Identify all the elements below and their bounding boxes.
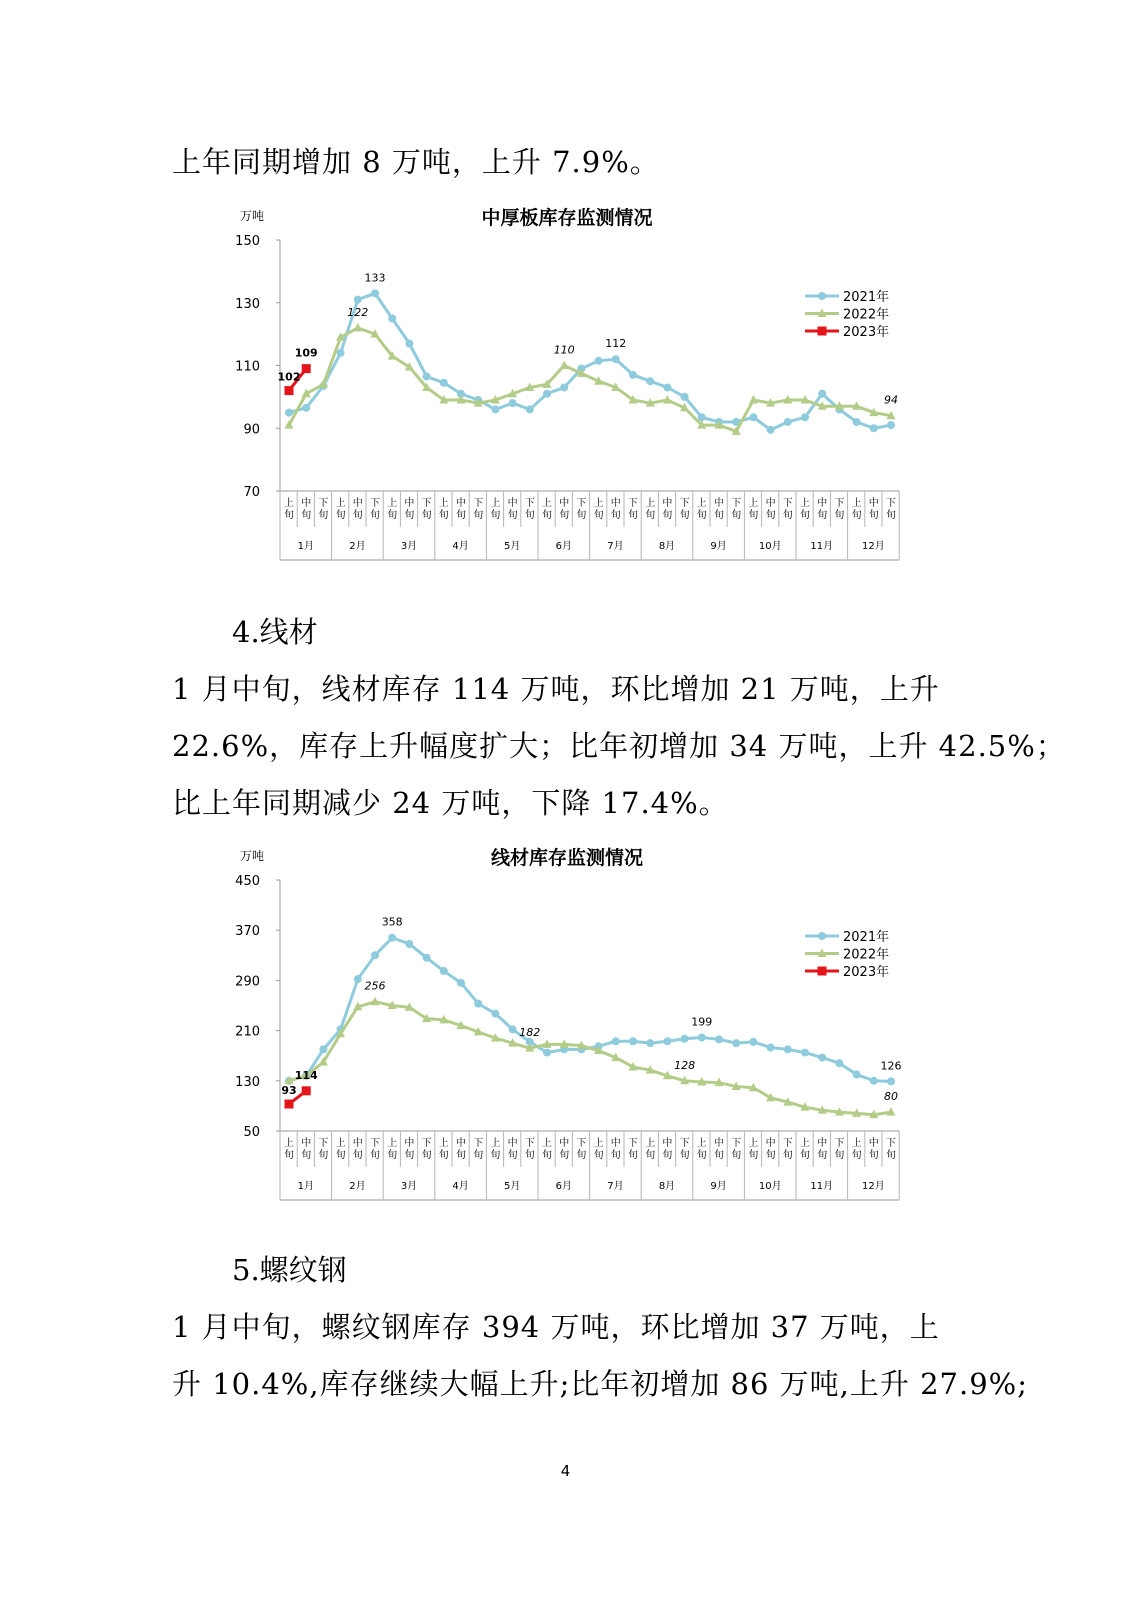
data-label: 358 xyxy=(381,915,403,929)
x-tick-label: 上旬 xyxy=(593,498,604,521)
x-tick-label: 上旬 xyxy=(542,498,552,521)
x-tick-label: 上旬 xyxy=(387,1138,398,1161)
x-tick-label: 下旬 xyxy=(473,1138,484,1161)
x-tick-label: 上旬 xyxy=(335,1138,346,1161)
data-point xyxy=(749,1038,757,1046)
month-label: 11月 xyxy=(810,541,834,552)
data-point xyxy=(543,1049,551,1057)
chart-title: 中厚板库存监测情况 xyxy=(481,207,653,229)
legend-entry: 2023年 xyxy=(843,965,890,980)
x-tick-label: 上旬 xyxy=(284,498,294,521)
month-label: 5月 xyxy=(504,541,521,552)
data-point xyxy=(302,1086,311,1095)
month-label: 7月 xyxy=(607,1181,624,1192)
x-tick-label: 上旬 xyxy=(542,1138,552,1161)
month-label: 2月 xyxy=(349,541,366,552)
series-line-1 xyxy=(289,1002,891,1115)
x-tick-label: 中旬 xyxy=(456,498,466,521)
y-tick-label: 150 xyxy=(235,234,260,249)
x-tick-label: 中旬 xyxy=(559,498,570,521)
x-tick-label: 中旬 xyxy=(765,1138,776,1161)
data-point xyxy=(560,383,568,391)
data-point xyxy=(853,418,861,426)
x-tick-label: 中旬 xyxy=(662,1138,673,1161)
x-tick-label: 中旬 xyxy=(817,498,828,521)
y-tick-label: 290 xyxy=(235,974,260,990)
data-point xyxy=(646,377,654,385)
month-label: 8月 xyxy=(658,1181,676,1192)
data-point xyxy=(423,954,431,962)
x-tick-label: 上旬 xyxy=(645,1138,656,1161)
plate-inventory-chart xyxy=(0,200,1131,574)
x-tick-label: 上旬 xyxy=(438,498,449,521)
month-label: 3月 xyxy=(400,1181,418,1192)
x-tick-label: 下旬 xyxy=(628,1138,638,1161)
y-tick-label: 130 xyxy=(235,1074,260,1090)
data-point xyxy=(491,405,499,413)
data-point xyxy=(853,1071,861,1079)
data-point xyxy=(887,1077,895,1085)
data-point xyxy=(285,409,293,417)
month-label: 6月 xyxy=(555,1181,572,1192)
data-point xyxy=(285,1100,294,1109)
data-point xyxy=(440,967,448,975)
legend-marker xyxy=(818,292,826,300)
month-label: 11月 xyxy=(810,1181,834,1192)
x-tick-label: 上旬 xyxy=(748,498,759,521)
month-label: 1月 xyxy=(297,541,314,552)
data-point xyxy=(818,390,826,398)
y-tick-label: 70 xyxy=(243,485,260,500)
x-tick-label: 下旬 xyxy=(679,498,690,521)
x-tick-label: 中旬 xyxy=(404,498,415,521)
month-label: 10月 xyxy=(758,1181,782,1192)
month-label: 4月 xyxy=(452,541,469,552)
x-tick-label: 上旬 xyxy=(438,1138,449,1161)
x-tick-label: 下旬 xyxy=(576,498,587,521)
x-tick-label: 下旬 xyxy=(318,1138,329,1161)
section-5-heading: 5.螺纹钢 xyxy=(232,1253,347,1287)
x-tick-label: 上旬 xyxy=(284,1138,294,1161)
x-tick-label: 中旬 xyxy=(714,498,724,521)
data-point xyxy=(371,951,379,959)
x-tick-label: 下旬 xyxy=(524,1138,535,1161)
y-axis-unit-label: 万吨 xyxy=(240,209,265,223)
x-tick-label: 中旬 xyxy=(456,1138,466,1161)
x-tick-label: 中旬 xyxy=(352,1138,363,1161)
month-label: 10月 xyxy=(758,541,782,552)
month-label: 3月 xyxy=(400,541,418,552)
legend-entry: 2022年 xyxy=(843,947,890,963)
section-4-line-3: 比上年同期减少 24 万吨，下降 17.4%。 xyxy=(172,786,729,820)
data-point xyxy=(509,1025,517,1033)
data-point xyxy=(870,424,878,432)
x-tick-label: 下旬 xyxy=(886,1138,896,1161)
section-5-line-1: 1 月中旬，螺纹钢库存 394 万吨，环比增加 37 万吨，上 xyxy=(172,1310,940,1344)
y-axis-unit-label: 万吨 xyxy=(240,849,265,863)
x-tick-label: 下旬 xyxy=(318,498,329,521)
data-label: 109 xyxy=(294,346,318,360)
x-tick-label: 下旬 xyxy=(731,498,742,521)
data-label: 112 xyxy=(605,337,627,351)
data-label: 80 xyxy=(884,1090,898,1104)
intro-paragraph-line: 上年同期增加 8 万吨，上升 7.9%。 xyxy=(172,145,660,179)
month-label: 12月 xyxy=(862,541,885,552)
x-tick-label: 中旬 xyxy=(714,1138,724,1161)
x-tick-label: 上旬 xyxy=(851,498,862,521)
data-point xyxy=(595,357,603,365)
x-tick-label: 下旬 xyxy=(576,1138,587,1161)
month-label: 9月 xyxy=(710,1181,727,1192)
x-tick-label: 下旬 xyxy=(834,498,845,521)
x-tick-label: 下旬 xyxy=(679,1138,690,1161)
data-point xyxy=(801,1049,809,1057)
x-tick-label: 下旬 xyxy=(473,498,484,521)
data-point xyxy=(698,413,706,421)
x-tick-label: 上旬 xyxy=(593,1138,604,1161)
y-tick-label: 370 xyxy=(235,924,260,940)
y-tick-label: 210 xyxy=(235,1024,260,1040)
x-tick-label: 上旬 xyxy=(335,498,346,521)
data-label: 199 xyxy=(691,1015,713,1029)
data-point xyxy=(835,1059,843,1067)
y-tick-label: 110 xyxy=(235,359,260,375)
x-tick-label: 下旬 xyxy=(886,498,896,521)
x-tick-label: 中旬 xyxy=(507,498,518,521)
data-point xyxy=(784,418,792,426)
data-point xyxy=(629,371,637,379)
x-tick-label: 下旬 xyxy=(370,498,380,521)
wire-rod-inventory-chart xyxy=(0,840,1131,1214)
x-tick-label: 上旬 xyxy=(800,1138,810,1161)
x-tick-label: 上旬 xyxy=(748,1138,759,1161)
x-tick-label: 上旬 xyxy=(696,1138,707,1161)
x-tick-label: 中旬 xyxy=(301,498,312,521)
data-point xyxy=(749,413,757,421)
data-point xyxy=(302,404,310,412)
x-tick-label: 下旬 xyxy=(834,1138,845,1161)
legend-entry: 2021年 xyxy=(843,930,890,945)
data-point xyxy=(887,421,895,429)
month-label: 1月 xyxy=(297,1181,314,1192)
x-tick-label: 中旬 xyxy=(765,498,776,521)
month-label: 12月 xyxy=(862,1181,885,1192)
data-point xyxy=(767,426,775,434)
data-point xyxy=(818,1054,826,1062)
data-point xyxy=(491,1010,499,1018)
data-point xyxy=(732,1039,740,1047)
data-point xyxy=(405,340,413,348)
section-4-line-2: 22.6%，库存上升幅度扩大；比年初增加 34 万吨，上升 42.5%； xyxy=(172,729,1066,763)
legend-entry: 2023年 xyxy=(843,325,890,340)
wire-rod-inventory-chart-svg xyxy=(0,840,1131,1210)
x-tick-label: 下旬 xyxy=(421,1138,432,1161)
x-tick-label: 下旬 xyxy=(524,498,535,521)
data-label: 256 xyxy=(364,979,386,993)
x-tick-label: 上旬 xyxy=(387,498,398,521)
x-tick-label: 中旬 xyxy=(507,1138,518,1161)
data-point xyxy=(405,940,413,948)
data-label: 114 xyxy=(294,1068,318,1082)
data-point xyxy=(698,1034,706,1042)
data-point xyxy=(440,379,448,387)
month-label: 8月 xyxy=(658,541,676,552)
x-tick-label: 上旬 xyxy=(851,1138,862,1161)
data-point xyxy=(646,1039,654,1047)
x-tick-label: 下旬 xyxy=(731,1138,742,1161)
data-point xyxy=(285,386,294,395)
data-label: 93 xyxy=(281,1084,297,1098)
y-tick-label: 90 xyxy=(243,422,260,438)
data-point xyxy=(715,1035,723,1043)
legend-marker xyxy=(818,327,827,336)
month-label: 5月 xyxy=(504,1181,521,1192)
y-tick-label: 450 xyxy=(235,874,260,889)
data-label: 133 xyxy=(364,271,386,285)
data-point xyxy=(526,405,534,413)
month-label: 2月 xyxy=(349,1181,366,1192)
data-label: 110 xyxy=(553,343,575,357)
x-tick-label: 下旬 xyxy=(370,1138,380,1161)
x-tick-label: 中旬 xyxy=(301,1138,312,1161)
legend-marker xyxy=(818,932,826,940)
month-label: 4月 xyxy=(452,1181,469,1192)
data-point xyxy=(423,372,431,380)
section-4-heading: 4.线材 xyxy=(232,615,318,649)
data-point xyxy=(663,383,671,391)
data-point xyxy=(457,979,465,987)
x-tick-label: 下旬 xyxy=(782,1138,793,1161)
data-point xyxy=(681,393,689,401)
data-label: 102 xyxy=(277,370,301,384)
x-tick-label: 中旬 xyxy=(559,1138,570,1161)
data-point xyxy=(319,1045,327,1053)
y-tick-label: 130 xyxy=(235,296,260,312)
series-line-0 xyxy=(289,293,891,429)
x-tick-label: 中旬 xyxy=(404,1138,415,1161)
y-tick-label: 50 xyxy=(243,1125,260,1140)
data-point xyxy=(870,1077,878,1085)
x-tick-label: 下旬 xyxy=(782,498,793,521)
data-label: 126 xyxy=(880,1059,902,1073)
data-point xyxy=(353,323,362,332)
data-point xyxy=(681,1035,689,1043)
series-line-0 xyxy=(289,938,891,1082)
data-label: 128 xyxy=(674,1058,696,1072)
x-tick-label: 中旬 xyxy=(662,498,673,521)
data-point xyxy=(663,1037,671,1045)
x-tick-label: 上旬 xyxy=(696,498,707,521)
legend-entry: 2022年 xyxy=(843,307,890,323)
series-line-1 xyxy=(289,328,891,432)
x-tick-label: 上旬 xyxy=(800,498,810,521)
x-tick-label: 中旬 xyxy=(868,498,879,521)
x-tick-label: 上旬 xyxy=(490,498,501,521)
data-point xyxy=(629,1037,637,1045)
data-point xyxy=(371,289,379,297)
data-point xyxy=(543,390,551,398)
x-tick-label: 中旬 xyxy=(610,498,621,521)
data-point xyxy=(388,314,396,322)
section-5-line-2: 升 10.4%,库存继续大幅上升;比年初增加 86 万吨,上升 27.9%; xyxy=(172,1367,1029,1401)
data-point xyxy=(474,1000,482,1008)
data-label: 94 xyxy=(884,393,898,407)
x-tick-label: 下旬 xyxy=(421,498,432,521)
month-label: 6月 xyxy=(555,541,572,552)
data-point xyxy=(337,349,345,357)
data-point xyxy=(612,1037,620,1045)
data-point xyxy=(612,355,620,363)
data-point xyxy=(784,1045,792,1053)
x-tick-label: 中旬 xyxy=(868,1138,879,1161)
data-label: 122 xyxy=(347,305,369,319)
month-label: 9月 xyxy=(710,541,727,552)
data-point xyxy=(388,934,396,942)
x-tick-label: 下旬 xyxy=(628,498,638,521)
data-point xyxy=(302,364,311,373)
chart-title: 线材库存监测情况 xyxy=(490,847,644,869)
plate-inventory-chart-svg xyxy=(0,200,1131,570)
data-point xyxy=(354,296,362,304)
data-point xyxy=(801,413,809,421)
legend-marker xyxy=(818,967,827,976)
data-point xyxy=(767,1044,775,1052)
data-point xyxy=(354,975,362,983)
x-tick-label: 上旬 xyxy=(645,498,656,521)
x-tick-label: 上旬 xyxy=(490,1138,501,1161)
page-number: 4 xyxy=(560,1462,571,1480)
x-tick-label: 中旬 xyxy=(610,1138,621,1161)
legend-entry: 2021年 xyxy=(843,290,890,305)
section-4-line-1: 1 月中旬，线材库存 114 万吨，环比增加 21 万吨，上升 xyxy=(172,672,940,706)
month-label: 7月 xyxy=(607,541,624,552)
data-point xyxy=(560,361,569,370)
x-tick-label: 中旬 xyxy=(352,498,363,521)
data-point xyxy=(509,399,517,407)
x-tick-label: 中旬 xyxy=(817,1138,828,1161)
data-label: 182 xyxy=(519,1026,541,1040)
